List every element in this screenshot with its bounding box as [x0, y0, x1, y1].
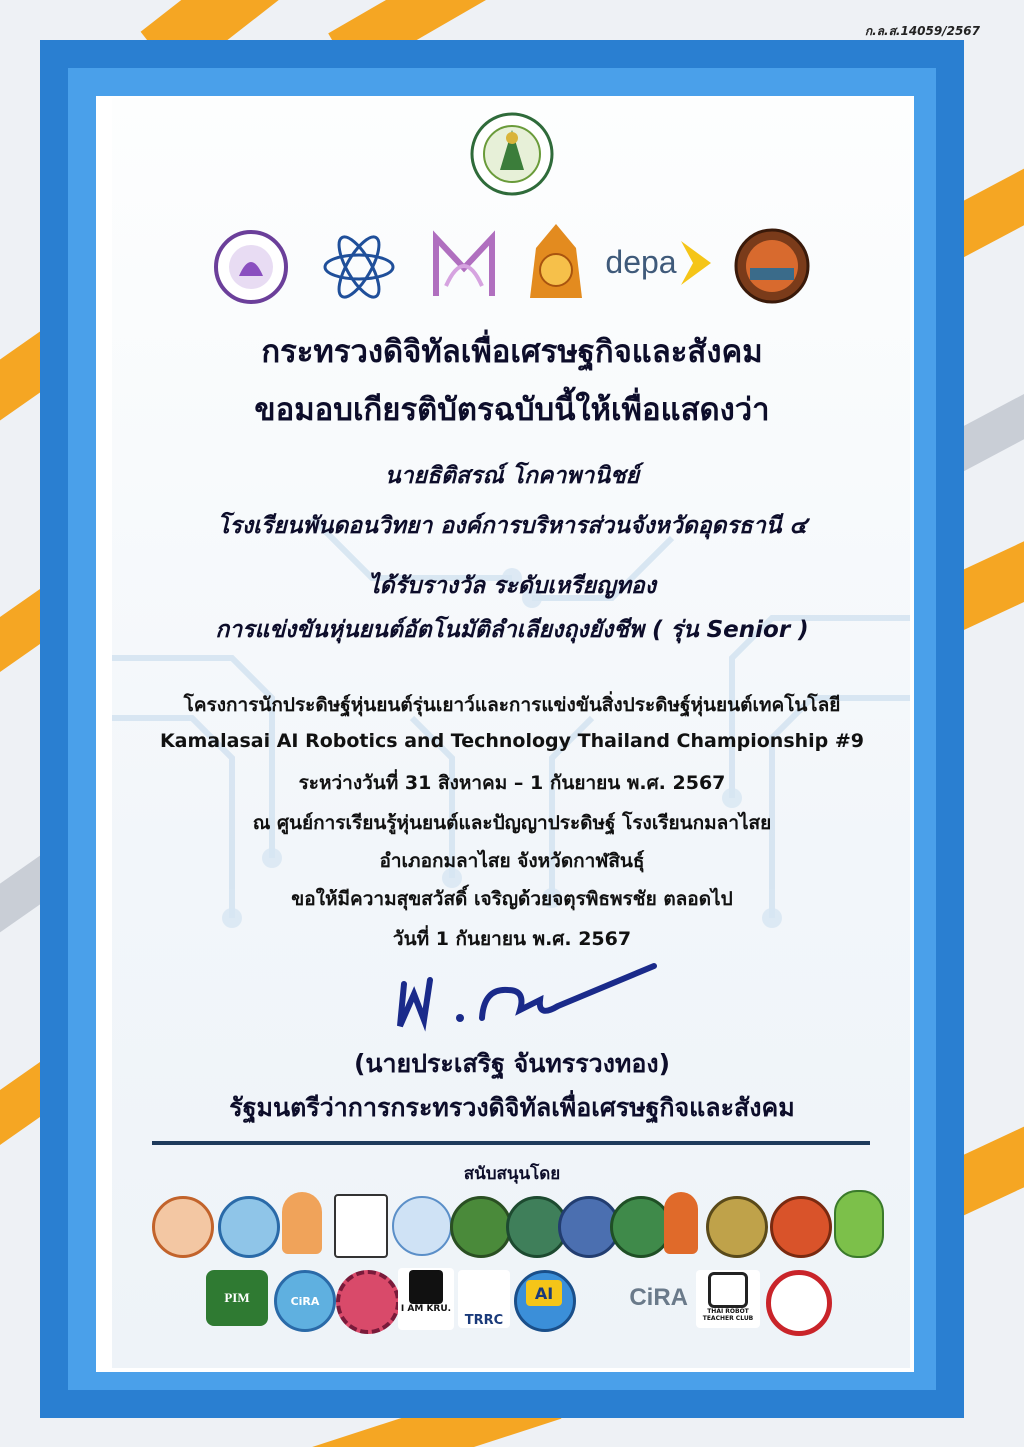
title-line-1: กระทรวงดิจิทัลเพื่อเศรษฐกิจและสังคม: [261, 334, 763, 370]
recipient-school: โรงเรียนพันดอนวิทยา องค์การบริหารส่วนจังหวัดอุดรธานี ๔: [217, 513, 807, 539]
detail-line-6: ขอให้มีความสุขสวัสดิ์ เจริญด้วยจตุรพิธพรชัย ตลอดไป: [291, 888, 733, 910]
cira-education-logo: [274, 1270, 336, 1332]
ministry-seal-logo: [470, 108, 554, 202]
support-logo-2: [218, 1196, 280, 1258]
ai-logo: [526, 1280, 562, 1306]
monogram-logo: [426, 226, 502, 306]
award-competition: การแข่งขันหุ่นยนต์อัตโนมัติลำเลียงถุงยังชีพ ( รุ่น Senior ): [215, 617, 809, 643]
support-logo-gear: [336, 1270, 400, 1334]
signature-scribble: [390, 960, 660, 1040]
support-logo-3: [282, 1192, 322, 1254]
detail-line-4: ณ ศูนย์การเรียนรู้หุ่นยนต์และปัญญาประดิษฐ์ โรงเรียนกมลาไสย: [252, 812, 772, 834]
detail-line-2: Kamalasai AI Robotics and Technology Thailand Championship #9: [159, 730, 865, 752]
obec-logo: [526, 222, 586, 306]
ai-logo-text: AI: [534, 1283, 554, 1303]
detail-line-1: โครงการนักประดิษฐ์หุ่นยนต์รุ่นเยาว์และการแข่งขันสิ่งประดิษฐ์หุ่นยนต์เทคโนโลยี: [183, 694, 841, 716]
provincial-seal-logo: [734, 228, 810, 304]
thai-robot-teacher-club-logo: [696, 1270, 760, 1328]
award-level: ได้รับรางวัล ระดับเหรียญทอง: [368, 573, 656, 599]
recipient-name: นายธิติสรณ์ โกคาพานิชย์: [384, 463, 640, 489]
support-logo-12: [770, 1196, 832, 1258]
signer-name: (นายประเสริฐ จันทรรวงทอง): [353, 1049, 671, 1078]
support-logo-10: [664, 1192, 698, 1254]
kamalasai-logo: [214, 230, 288, 304]
support-logo-5: [392, 1196, 452, 1256]
depa-logo-text: depa: [605, 243, 677, 280]
support-logo-11: [706, 1196, 768, 1258]
support-logo-13: [834, 1190, 884, 1258]
trrc-logo-text: TRRC: [464, 1313, 504, 1328]
support-logo-red-knot: [766, 1270, 832, 1336]
detail-line-3: ระหว่างวันที่ 31 สิงหาคม – 1 กันยายน พ.ศ. 2567: [298, 772, 726, 794]
trrc-logo: [458, 1270, 510, 1328]
ipst-logo: [322, 232, 396, 302]
support-logo-1: [152, 1196, 214, 1258]
support-title: สนับสนุนโดย: [463, 1164, 561, 1184]
detail-line-5: อำเภอกมลาไสย จังหวัดกาฬสินธุ์: [379, 850, 645, 872]
pim-logo-text: PIM: [224, 1290, 250, 1305]
iamkru-logo-text: I AM KRU.: [400, 1304, 452, 1314]
thai-robot-teacher-club-text: THAI ROBOT TEACHER CLUB: [702, 1308, 754, 1322]
iamkru-logo: [398, 1268, 454, 1330]
detail-line-7: วันที่ 1 กันยายน พ.ศ. 2567: [392, 928, 632, 950]
pim-logo: [206, 1270, 268, 1326]
cira-logo-text: CiRA: [629, 1284, 688, 1311]
support-logo-6: [450, 1196, 512, 1258]
depa-logo: [604, 232, 714, 292]
signer-position: รัฐมนตรีว่าการกระทรวงดิจิทัลเพื่อเศรษฐกิจและสังคม: [229, 1093, 795, 1122]
title-line-2: ขอมอบเกียรติบัตรฉบับนี้ให้เพื่อแสดงว่า: [254, 392, 770, 428]
divider-line: [152, 1141, 870, 1145]
cira-education-logo-text: CiRA: [290, 1294, 320, 1308]
support-logo-4: [334, 1194, 388, 1258]
cira-logo: [576, 1276, 688, 1320]
support-logo-9: [610, 1196, 672, 1258]
document-code: ก.ล.ส.14059/2567: [864, 24, 980, 38]
